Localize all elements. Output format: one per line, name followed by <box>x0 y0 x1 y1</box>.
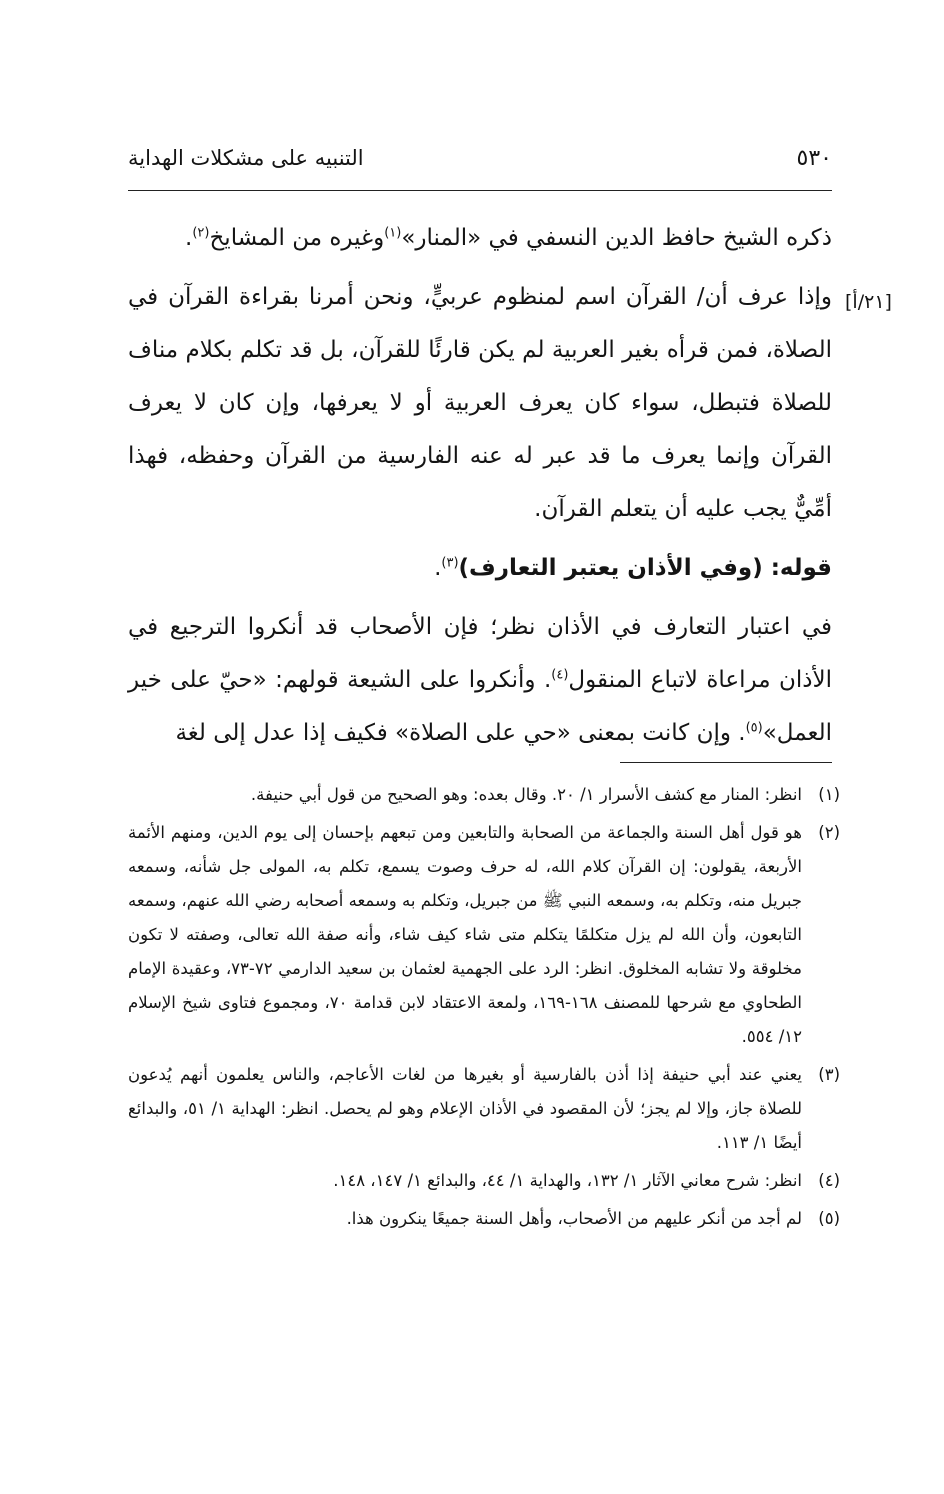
paragraph-1 <box>128 212 832 265</box>
paragraph-1-text-2: وغيره من المشايخ <box>209 225 385 251</box>
paragraph-4-text: في اعتبار التعارف في الأذان نظر؛ فإن الأصحاب قد أنكروا الترجيع في الأذان مراعاة لاتباع المنقول <box>128 614 832 693</box>
footnote-text: يعني عند أبي حنيفة إذا أذن بالفارسية أو بغيرها من لغات الأعاجم، والناس يعلمون أنهم يُدعون للصلاة جاز، وإلا لم يجز؛ لأن المقصود في الأذان الإعلام وهو لم يحصل. انظر: الهداية ١/ ٥١، والبدائع أيضًا ١/ ١١٣. <box>128 1065 802 1152</box>
footnotes <box>128 778 840 1240</box>
quoted-heading: قوله: (وفي الأذان يعتبر التعارف) <box>458 555 832 581</box>
footnote-1 <box>128 778 840 812</box>
page-header <box>128 138 832 191</box>
main-text <box>128 212 832 760</box>
paragraph-2 <box>128 271 832 536</box>
footnote-number: (٢) <box>818 823 840 842</box>
running-title: التنبيه على مشكلات الهداية <box>128 146 364 170</box>
footnote-3 <box>128 1058 840 1160</box>
paragraph-3-end: . <box>434 555 442 581</box>
footnote-ref-2: (٢) <box>192 225 210 241</box>
paragraph-1-text: ذكره الشيخ حافظ الدين النسفي في «المنار» <box>401 225 832 251</box>
footnote-number: (٣) <box>818 1065 840 1084</box>
paragraph-4 <box>128 601 832 760</box>
footnote-number: (٥) <box>818 1209 840 1228</box>
footnote-ref-4: (٤) <box>551 667 569 683</box>
footnote-text: انظر: المنار مع كشف الأسرار ١/ ٢٠. وقال بعده: وهو الصحيح من قول أبي حنيفة. <box>250 785 802 804</box>
footnote-text: هو قول أهل السنة والجماعة من الصحابة والتابعين ومن تبعهم بإحسان إلى يوم الدين، ومنهم الأئمة الأربعة، يقولون: إن القرآن كلام الله، له حرف وصوت يسمع، تكلم به، المولى جل شأنه، وسمعه جبريل منه، وتكلم به، وسمعه النبي ﷺ من جبريل، وتكلم به وسمعه أصحابه رضي الله عنهم، وسمعه التابعون، وأن الله لم يزل متكلمًا يتكلم متى شاء كيف شاء، وأنه صفة الله تعالى، وصفته لا تكون مخلوقة ولا تشابه المخلوق. انظر: الرد على الجهمية لعثمان بن سعيد الدارمي ٧٢-٧٣، وعقيدة الإمام الطحاوي مع شرحها للمصنف ١٦٨-١٦٩، ولمعة الاعتقاد لابن قدامة ٧٠، ومجموع فتاوى شيخ الإسلام ١٢/ ٥٥٤. <box>128 823 802 1046</box>
page-number: ٥٣٠ <box>796 146 832 171</box>
footnote-ref-3: (٣) <box>441 555 459 571</box>
footnote-text: لم أجد من أنكر عليهم من الأصحاب، وأهل السنة جميعًا ينكرون هذا. <box>346 1209 802 1228</box>
footnote-ref-1: (١) <box>384 225 402 241</box>
manuscript-folio-marker: [٢١/أ] <box>845 291 892 313</box>
footnote-number: (١) <box>818 785 840 804</box>
footnote-5 <box>128 1202 840 1236</box>
footnote-2 <box>128 816 840 1054</box>
footnote-ref-5: (٥) <box>745 720 763 736</box>
paragraph-3 <box>128 542 832 595</box>
footnote-divider <box>620 762 832 763</box>
footnote-number: (٤) <box>818 1171 840 1190</box>
paragraph-2-text: وإذا عرف أن/ القرآن اسم لمنظوم عربيٍّ، ونحن أمرنا بقراءة القرآن في الصلاة، فمن قرأه بغير العربية لم يكن قارئًا للقرآن، بل قد تكلم بكلام مناف للصلاة فتبطل، سواء كان يعرف العربية أو لا يعرفها، وإن كان لا يعرف القرآن وإنما يعرف ما قد عبر له عنه الفارسية من القرآن وحفظه، فهذا أمِّيٌّ يجب عليه أن يتعلم القرآن. <box>128 284 832 522</box>
paragraph-1-end: . <box>185 225 193 251</box>
paragraph-4-text-3: . وإن كانت بمعنى «حي على الصلاة» فكيف إذا عدل إلى لغة <box>175 720 746 746</box>
paragraph-4-text-2: . وأنكروا على الشيعة قولهم: «حيّ على خير العمل» <box>128 667 832 746</box>
footnote-text: انظر: شرح معاني الآثار ١/ ١٣٢، والهداية ١/ ٤٤، والبدائع ١/ ١٤٧، ١٤٨. <box>333 1171 802 1190</box>
footnote-4 <box>128 1164 840 1198</box>
